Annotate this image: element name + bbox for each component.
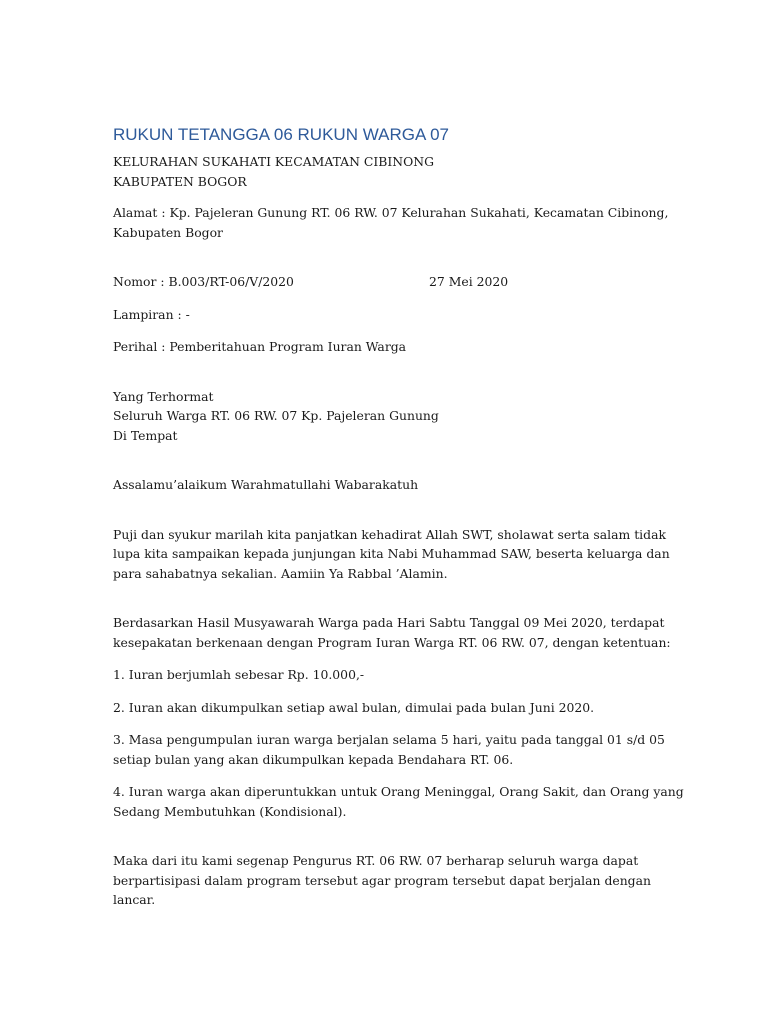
recipient-line: Seluruh Warga RT. 06 RW. 07 Kp. Pajeleran Gunung [113, 408, 439, 423]
attachment-line: Lampiran : - [113, 306, 190, 322]
list-item: 1. Iuran berjumlah sebesar Rp. 10.000,- [113, 667, 365, 682]
recipient-line: Yang Terhormat [113, 388, 214, 404]
closing-line: Maka dari itu kami segenap Pengurus RT. 06 RW. 07 berharap seluruh warga dapat [113, 853, 639, 868]
spacer [113, 685, 653, 698]
reference-row [113, 272, 653, 292]
spacer [113, 324, 653, 337]
header-line: KABUPATEN BOGOR [113, 173, 247, 189]
letter-body [113, 124, 684, 910]
spacer [113, 652, 653, 665]
spacer [113, 821, 653, 851]
closing-line: berpartisipasi dalam program tersebut agar program tersebut dapat berjalan dengan [113, 872, 651, 888]
greeting: Assalamu’alaikum Warahmatullahi Wabarakatuh [113, 477, 419, 492]
subject-line: Perihal : Pemberitahuan Program Iuran Warga [113, 339, 407, 354]
header-line: KELURAHAN SUKAHATI KECAMATAN CIBINONG [113, 154, 435, 169]
spacer [113, 242, 653, 272]
spacer [113, 445, 653, 475]
spacer [113, 769, 653, 782]
list-item-continuation: Sedang Membutuhkan (Kondisional). [113, 803, 347, 819]
letter-number: Nomor : B.003/RT-06/V/2020 [113, 274, 294, 289]
letter-date: 27 Mei 2020 [429, 274, 509, 289]
spacer [113, 357, 653, 387]
list-item: 3. Masa pengumpulan iuran warga berjalan selama 5 hari, yaitu pada tanggal 01 s/d 05 [113, 732, 665, 747]
spacer [113, 583, 653, 613]
basis-line: kesepakatan berkenaan dengan Program Iuran Warga RT. 06 RW. 07, dengan ketentuan: [113, 634, 671, 650]
opening-line: lupa kita sampaikan kepada junjungan kita Nabi Muhammad SAW, beserta keluarga dan [113, 546, 670, 561]
spacer [113, 717, 653, 730]
address-line: Alamat : Kp. Pajeleran Gunung RT. 06 RW. 07 Kelurahan Sukahati, Kecamatan Cibinong, [113, 205, 669, 220]
opening-line: para sahabatnya sekalian. Aamiin Ya Rabbal ’Alamin. [113, 565, 448, 581]
closing-line: lancar. [113, 892, 156, 907]
spacer [113, 191, 653, 203]
spacer [113, 495, 653, 525]
address-line: Kabupaten Bogor [113, 224, 223, 240]
letter-title: RUKUN TETANGGA 06 RUKUN WARGA 07 [113, 125, 449, 144]
basis-line: Berdasarkan Hasil Musyawarah Warga pada Hari Sabtu Tanggal 09 Mei 2020, terdapat [113, 615, 665, 630]
opening-line: Puji dan syukur marilah kita panjatkan kehadirat Allah SWT, sholawat serta salam tidak [113, 526, 666, 542]
list-item-continuation: setiap bulan yang akan dikumpulkan kepada Bendahara RT. 06. [113, 751, 514, 767]
list-item: 4. Iuran warga akan diperuntukkan untuk Orang Meninggal, Orang Sakit, dan Orang yang [113, 784, 684, 799]
spacer [113, 292, 653, 305]
recipient-line: Di Tempat [113, 427, 178, 443]
list-item: 2. Iuran akan dikumpulkan setiap awal bulan, dimulai pada bulan Juni 2020. [113, 699, 595, 715]
